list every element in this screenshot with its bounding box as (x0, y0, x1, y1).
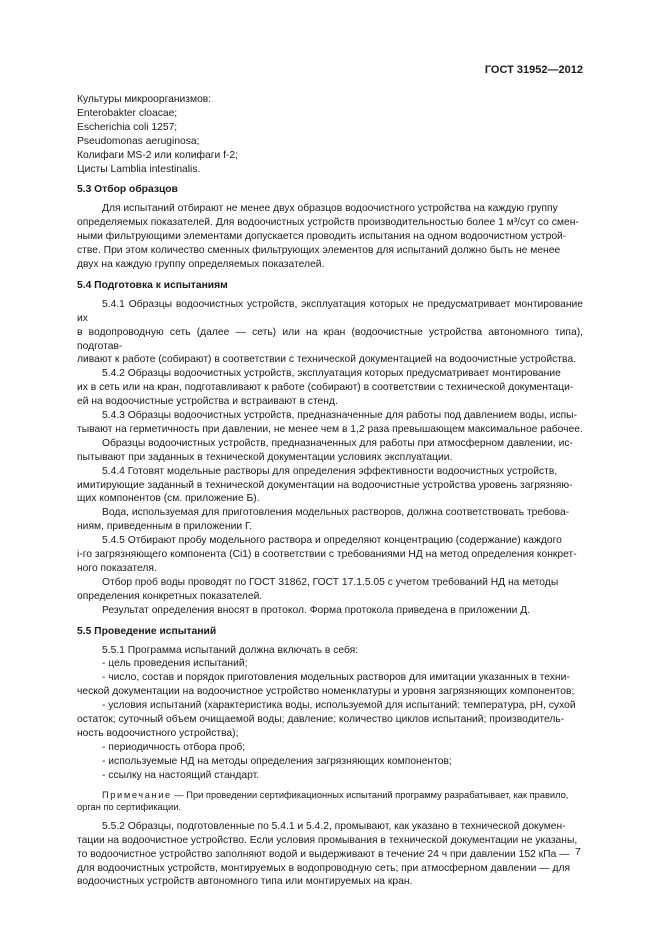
text-line: стве. При этом количество сменных фильтрующих элементов для испытаний должно быть не менее (77, 245, 561, 257)
text-line: их в сеть или на кран, подготавливают к работе (собирают) в соответствии с технической документаци- (77, 382, 574, 394)
culture-list-title: Культуры микроорганизмов: (77, 94, 212, 105)
list-item: - периодичность отбора проб; (102, 741, 246, 753)
text-line: ливают к работе (собирают) в соответствии с технической документацией на водоочистные устройства. (77, 354, 576, 366)
text-line: остаток; суточный объем очищаемой воды; давление; количество циклов испытаний; производитель- (77, 714, 565, 726)
text-line: водоочистных устройств автономного типа или монтируемых на кран. (77, 876, 413, 888)
text-line: Для испытаний отбирают не менее двух образцов водоочистного устройства на каждую группу (102, 203, 558, 215)
text-line: 5.5.1 Программа испытаний должна включать в себя: (102, 644, 359, 656)
culture-item: Escherichia coli 1257; (77, 121, 178, 133)
note-text: орган по сертификации. (77, 802, 182, 813)
text-line: 5.4.3 Образцы водоочистных устройств, предназначенные для работы под давлением воды, испы- (102, 410, 578, 422)
text-line: имитирующие заданный в технической документации на водоочистные устройства уровень загрязняю- (77, 479, 573, 491)
note-text: — При проведении сертификационных испытаний программу разрабатывает, как правило, (174, 789, 569, 800)
text-line: ческой документации на водоочистное устройство номенклатуры и уровня загрязняющих компонентов; (77, 686, 575, 698)
text-line: 5.4.1 Образцы водоочистных устройств, эксплуатация которых не предусматривает монтирование их (77, 298, 583, 324)
text-line: 5.5.2 Образцы, подготовленные по 5.4.1 и 5.4.2, промывают, как указано в технической докумен- (102, 820, 566, 832)
note (77, 789, 583, 802)
text-line: в водопроводную сеть (далее — сеть) или на кран (водоочистные устройства автономного типа), подготав- (77, 326, 583, 352)
text-line: пытывают при заданных в технической документации условиях эксплуатации. (77, 451, 453, 463)
section-heading-5-3: 5.3 Отбор образцов (77, 184, 178, 196)
text-line: ниям, приведенным в приложении Г. (77, 521, 253, 533)
text-line: тывают на герметичность при давлении, не менее чем в 1,2 раза превышающем максимальное рабочее. (77, 423, 583, 435)
text-line: Образцы водоочистных устройств, предназначенных для работы при атмосферном давлении, ис- (102, 437, 573, 449)
text-line: ного показателя. (77, 563, 157, 574)
culture-item: Pseudomonas aeruginosa; (77, 135, 200, 147)
text-line: для водоочистных устройств, монтируемых в водопроводную сеть; при атмосферном давлении — для (77, 862, 571, 874)
note-label: Примечание (102, 789, 172, 800)
text-line: 5.4.4 Готовят модельные растворы для определения эффективности водоочистных устройств, (102, 465, 558, 477)
text-line: двух на каждую группу определяемых показателей. (77, 258, 325, 270)
text-line: i-го загрязняющего компонента (Ci1) в соответствии с требованиями НД на метод определения конкрет- (77, 549, 577, 561)
culture-item: Цисты Lamblia intestinalis. (77, 163, 201, 175)
culture-item: Колифаги MS-2 или колифаги f-2; (77, 149, 238, 161)
text-line: тации на водоочистное устройство. Если условия промывания в технической документации не указаны, (77, 834, 578, 846)
text-line: Результат определения вносят в протокол. Форма протокола приведена в приложении Д. (102, 604, 531, 616)
standard-header: ГОСТ 31952—2012 (484, 64, 583, 76)
section-heading-5-4: 5.4 Подготовка к испытаниям (77, 279, 228, 291)
page-number: 7 (575, 846, 581, 858)
section-heading-5-5: 5.5 Проведение испытаний (77, 625, 217, 637)
text-line: то водоочистное устройство заполняют водой и выдерживают в течение 24 ч при давлении 152 кПа — (77, 848, 570, 860)
text-line: определяемых показателей. Для водоочистных устройств производительностью более 1 м³/сут со смен- (77, 217, 579, 229)
text-line: ными фильтрующими элементами допускается проводить испытания на одном водоочистном устрой- (77, 231, 567, 243)
text-line: определения конкретных показателей. (77, 590, 263, 602)
list-item: - условия испытаний (характеристика воды, используемой для испытаний: температура, pH, сухой (102, 700, 576, 712)
text-line: 5.4.5 Отбирают пробу модельного раствора и определяют концентрацию (содержание) каждого (102, 535, 562, 547)
text-line: Отбор проб воды проводят по ГОСТ 31862, ГОСТ 17.1.5.05 с учетом требований НД на методы (102, 576, 559, 588)
culture-item: Enterobakter cloacae; (77, 107, 178, 119)
list-item: - число, состав и порядок приготовления модельных растворов для имитации указанных в техни- (102, 672, 570, 684)
text-line: ей на водоочистные устройства и встраивают в стенд. (77, 396, 338, 408)
text-line: ность водоочистного устройства); (77, 727, 239, 739)
list-item: - ссылку на настоящий стандарт. (102, 769, 260, 781)
list-item: - цель проведения испытаний; (102, 658, 248, 670)
list-item: - используемые НД на методы определения загрязняющих компонентов; (102, 755, 452, 767)
page-content (77, 93, 583, 889)
text-line: 5.4.2 Образцы водоочистных устройств, эксплуатация которых предусматривает монтирование (102, 368, 561, 380)
text-line: Вода, используемая для приготовления модельных растворов, должна соответствовать требова- (102, 507, 570, 519)
text-line: щих компонентов (см. приложение Б). (77, 493, 260, 505)
